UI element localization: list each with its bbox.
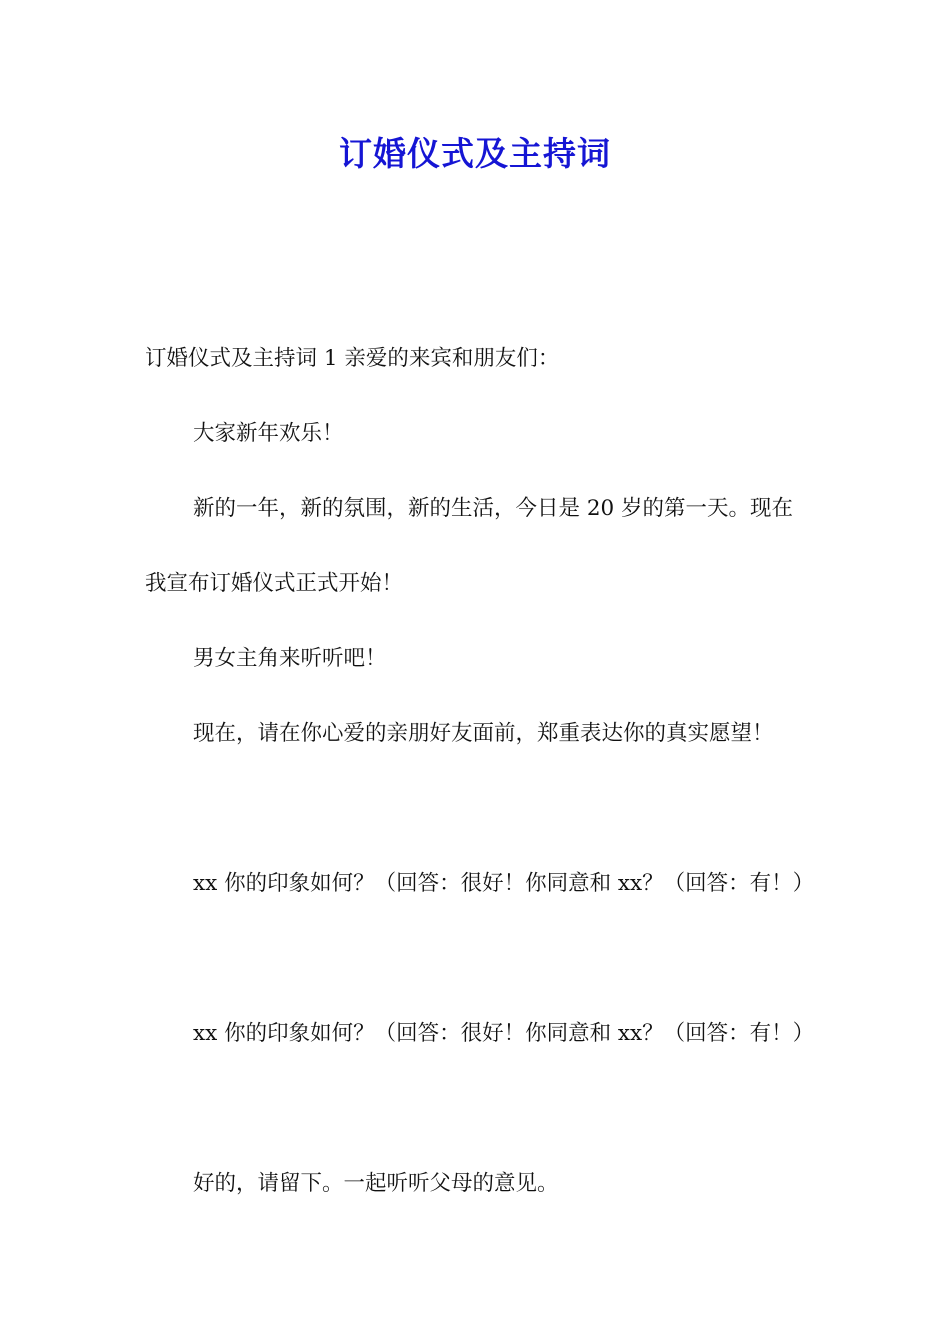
paragraph-4: 男女主角来听听吧！: [193, 646, 387, 671]
paragraph-1: 订婚仪式及主持词 1 亲爱的来宾和朋友们：: [145, 346, 560, 371]
paragraph-7: xx 你的印象如何？（回答：很好！你同意和 xx？（回答：有！）: [193, 1021, 815, 1046]
paragraph-2: 大家新年欢乐！: [193, 421, 344, 446]
paragraph-6: xx 你的印象如何？（回答：很好！你同意和 xx？（回答：有！）: [193, 871, 815, 896]
paragraph-3: 新的一年，新的氛围，新的生活，今日是 20 岁的第一天。现在我宣布订婚仪式正式开始！: [145, 496, 794, 596]
document-title: 订婚仪式及主持词: [339, 134, 611, 173]
paragraph-8: 好的，请留下。一起听听父母的意见。: [193, 1171, 559, 1196]
paragraph-5: 现在，请在你心爱的亲朋好友面前，郑重表达你的真实愿望！: [193, 721, 774, 746]
